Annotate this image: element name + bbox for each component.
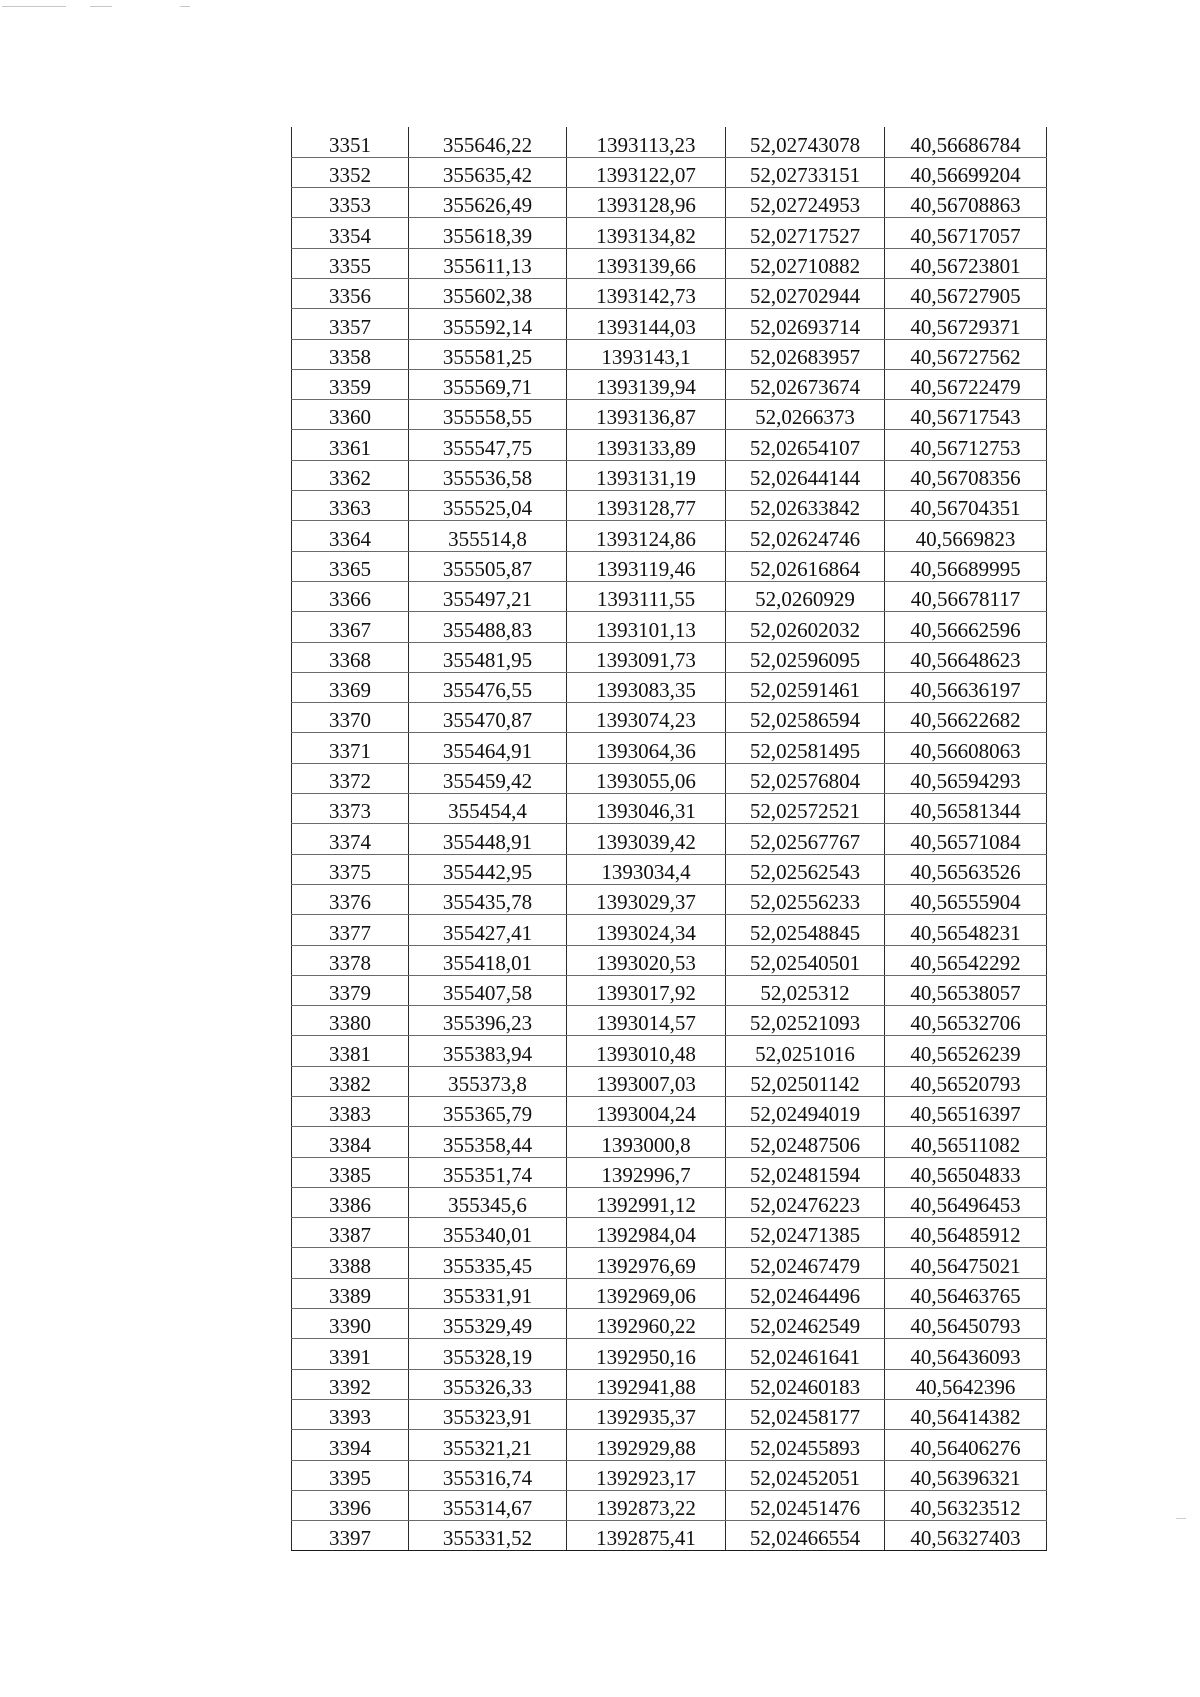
point-number-cell: 3384 xyxy=(292,1127,409,1157)
table-row xyxy=(292,975,1047,1005)
table-row xyxy=(292,369,1047,399)
x-coordinate-cell: 355470,87 xyxy=(409,703,567,733)
latitude-cell: 52,0260929 xyxy=(726,581,885,611)
y-coordinate-cell: 1393128,77 xyxy=(567,491,726,521)
x-coordinate-cell: 355418,01 xyxy=(409,945,567,975)
table-row xyxy=(292,1339,1047,1369)
longitude-cell: 40,56520793 xyxy=(885,1066,1047,1096)
y-coordinate-cell: 1393039,42 xyxy=(567,824,726,854)
x-coordinate-cell: 355558,55 xyxy=(409,400,567,430)
latitude-cell: 52,02452051 xyxy=(726,1460,885,1490)
latitude-cell: 52,02471385 xyxy=(726,1218,885,1248)
point-number-cell: 3353 xyxy=(292,188,409,218)
latitude-cell: 52,02683957 xyxy=(726,339,885,369)
point-number-cell: 3391 xyxy=(292,1339,409,1369)
y-coordinate-cell: 1392996,7 xyxy=(567,1157,726,1187)
y-coordinate-cell: 1393143,1 xyxy=(567,339,726,369)
longitude-cell: 40,56327403 xyxy=(885,1521,1047,1551)
longitude-cell: 40,56542292 xyxy=(885,945,1047,975)
x-coordinate-cell: 355365,79 xyxy=(409,1097,567,1127)
x-coordinate-cell: 355314,67 xyxy=(409,1490,567,1520)
x-coordinate-cell: 355581,25 xyxy=(409,339,567,369)
x-coordinate-cell: 355316,74 xyxy=(409,1460,567,1490)
point-number-cell: 3395 xyxy=(292,1460,409,1490)
latitude-cell: 52,02464496 xyxy=(726,1278,885,1308)
y-coordinate-cell: 1392984,04 xyxy=(567,1218,726,1248)
x-coordinate-cell: 355464,91 xyxy=(409,733,567,763)
point-number-cell: 3370 xyxy=(292,703,409,733)
y-coordinate-cell: 1392873,22 xyxy=(567,1490,726,1520)
y-coordinate-cell: 1393091,73 xyxy=(567,642,726,672)
point-number-cell: 3396 xyxy=(292,1490,409,1520)
point-number-cell: 3365 xyxy=(292,551,409,581)
point-number-cell: 3368 xyxy=(292,642,409,672)
y-coordinate-cell: 1393020,53 xyxy=(567,945,726,975)
latitude-cell: 52,02458177 xyxy=(726,1399,885,1429)
longitude-cell: 40,56699204 xyxy=(885,157,1047,187)
y-coordinate-cell: 1393010,48 xyxy=(567,1036,726,1066)
longitude-cell: 40,56463765 xyxy=(885,1278,1047,1308)
longitude-cell: 40,56722479 xyxy=(885,369,1047,399)
latitude-cell: 52,02724953 xyxy=(726,188,885,218)
x-coordinate-cell: 355459,42 xyxy=(409,763,567,793)
x-coordinate-cell: 355602,38 xyxy=(409,278,567,308)
longitude-cell: 40,56708863 xyxy=(885,188,1047,218)
y-coordinate-cell: 1393029,37 xyxy=(567,884,726,914)
x-coordinate-cell: 355373,8 xyxy=(409,1066,567,1096)
point-number-cell: 3358 xyxy=(292,339,409,369)
latitude-cell: 52,02644144 xyxy=(726,460,885,490)
longitude-cell: 40,56511082 xyxy=(885,1127,1047,1157)
table-row xyxy=(292,915,1047,945)
point-number-cell: 3375 xyxy=(292,854,409,884)
table-row xyxy=(292,1460,1047,1490)
longitude-cell: 40,56555904 xyxy=(885,884,1047,914)
table-row xyxy=(292,157,1047,187)
point-number-cell: 3381 xyxy=(292,1036,409,1066)
x-coordinate-cell: 355396,23 xyxy=(409,1006,567,1036)
longitude-cell: 40,56723801 xyxy=(885,248,1047,278)
point-number-cell: 3352 xyxy=(292,157,409,187)
table-row xyxy=(292,1278,1047,1308)
y-coordinate-cell: 1392950,16 xyxy=(567,1339,726,1369)
table-row xyxy=(292,824,1047,854)
x-coordinate-cell: 355488,83 xyxy=(409,612,567,642)
point-number-cell: 3377 xyxy=(292,915,409,945)
table-row xyxy=(292,248,1047,278)
point-number-cell: 3389 xyxy=(292,1278,409,1308)
longitude-cell: 40,56436093 xyxy=(885,1339,1047,1369)
latitude-cell: 52,02710882 xyxy=(726,248,885,278)
y-coordinate-cell: 1393119,46 xyxy=(567,551,726,581)
point-number-cell: 3382 xyxy=(292,1066,409,1096)
x-coordinate-cell: 355329,49 xyxy=(409,1309,567,1339)
latitude-cell: 52,025312 xyxy=(726,975,885,1005)
point-number-cell: 3360 xyxy=(292,400,409,430)
longitude-cell: 40,56636197 xyxy=(885,672,1047,702)
longitude-cell: 40,56548231 xyxy=(885,915,1047,945)
table-row xyxy=(292,1187,1047,1217)
y-coordinate-cell: 1393142,73 xyxy=(567,278,726,308)
latitude-cell: 52,02581495 xyxy=(726,733,885,763)
latitude-cell: 52,0251016 xyxy=(726,1036,885,1066)
longitude-cell: 40,56485912 xyxy=(885,1218,1047,1248)
longitude-cell: 40,56727562 xyxy=(885,339,1047,369)
table-row xyxy=(292,1006,1047,1036)
longitude-cell: 40,56396321 xyxy=(885,1460,1047,1490)
table-row xyxy=(292,1369,1047,1399)
x-coordinate-cell: 355505,87 xyxy=(409,551,567,581)
y-coordinate-cell: 1393046,31 xyxy=(567,794,726,824)
table-row xyxy=(292,430,1047,460)
longitude-cell: 40,56323512 xyxy=(885,1490,1047,1520)
x-coordinate-cell: 355646,22 xyxy=(409,127,567,157)
latitude-cell: 52,02576804 xyxy=(726,763,885,793)
x-coordinate-cell: 355407,58 xyxy=(409,975,567,1005)
table-row xyxy=(292,733,1047,763)
latitude-cell: 52,02693714 xyxy=(726,309,885,339)
x-coordinate-cell: 355331,91 xyxy=(409,1278,567,1308)
table-row xyxy=(292,460,1047,490)
table-row xyxy=(292,551,1047,581)
y-coordinate-cell: 1392923,17 xyxy=(567,1460,726,1490)
table-row xyxy=(292,1490,1047,1520)
table-row xyxy=(292,884,1047,914)
point-number-cell: 3388 xyxy=(292,1248,409,1278)
point-number-cell: 3361 xyxy=(292,430,409,460)
y-coordinate-cell: 1392991,12 xyxy=(567,1187,726,1217)
table-row xyxy=(292,703,1047,733)
x-coordinate-cell: 355442,95 xyxy=(409,854,567,884)
x-coordinate-cell: 355321,21 xyxy=(409,1430,567,1460)
x-coordinate-cell: 355351,74 xyxy=(409,1157,567,1187)
latitude-cell: 52,02602032 xyxy=(726,612,885,642)
longitude-cell: 40,56729371 xyxy=(885,309,1047,339)
latitude-cell: 52,02462549 xyxy=(726,1309,885,1339)
x-coordinate-cell: 355626,49 xyxy=(409,188,567,218)
longitude-cell: 40,56727905 xyxy=(885,278,1047,308)
longitude-cell: 40,56581344 xyxy=(885,794,1047,824)
y-coordinate-cell: 1393000,8 xyxy=(567,1127,726,1157)
table-row xyxy=(292,945,1047,975)
point-number-cell: 3366 xyxy=(292,581,409,611)
coordinates-table-body xyxy=(292,127,1047,1551)
point-number-cell: 3374 xyxy=(292,824,409,854)
table-row xyxy=(292,1218,1047,1248)
latitude-cell: 52,02467479 xyxy=(726,1248,885,1278)
point-number-cell: 3363 xyxy=(292,491,409,521)
latitude-cell: 52,02487506 xyxy=(726,1127,885,1157)
latitude-cell: 52,02476223 xyxy=(726,1187,885,1217)
x-coordinate-cell: 355611,13 xyxy=(409,248,567,278)
longitude-cell: 40,56516397 xyxy=(885,1097,1047,1127)
latitude-cell: 52,02460183 xyxy=(726,1369,885,1399)
table-row xyxy=(292,642,1047,672)
table-row xyxy=(292,218,1047,248)
longitude-cell: 40,56571084 xyxy=(885,824,1047,854)
latitude-cell: 52,02743078 xyxy=(726,127,885,157)
point-number-cell: 3378 xyxy=(292,945,409,975)
latitude-cell: 52,02481594 xyxy=(726,1157,885,1187)
latitude-cell: 52,02455893 xyxy=(726,1430,885,1460)
latitude-cell: 52,02540501 xyxy=(726,945,885,975)
table-row xyxy=(292,521,1047,551)
latitude-cell: 52,0266373 xyxy=(726,400,885,430)
table-row xyxy=(292,1248,1047,1278)
latitude-cell: 52,02501142 xyxy=(726,1066,885,1096)
latitude-cell: 52,02702944 xyxy=(726,278,885,308)
y-coordinate-cell: 1393111,55 xyxy=(567,581,726,611)
latitude-cell: 52,02596095 xyxy=(726,642,885,672)
y-coordinate-cell: 1393083,35 xyxy=(567,672,726,702)
point-number-cell: 3392 xyxy=(292,1369,409,1399)
y-coordinate-cell: 1393064,36 xyxy=(567,733,726,763)
latitude-cell: 52,02586594 xyxy=(726,703,885,733)
longitude-cell: 40,5669823 xyxy=(885,521,1047,551)
point-number-cell: 3385 xyxy=(292,1157,409,1187)
latitude-cell: 52,02624746 xyxy=(726,521,885,551)
point-number-cell: 3364 xyxy=(292,521,409,551)
latitude-cell: 52,02633842 xyxy=(726,491,885,521)
table-row xyxy=(292,127,1047,157)
x-coordinate-cell: 355618,39 xyxy=(409,218,567,248)
longitude-cell: 40,56526239 xyxy=(885,1036,1047,1066)
point-number-cell: 3359 xyxy=(292,369,409,399)
y-coordinate-cell: 1393004,24 xyxy=(567,1097,726,1127)
y-coordinate-cell: 1393133,89 xyxy=(567,430,726,460)
table-row xyxy=(292,1097,1047,1127)
latitude-cell: 52,02494019 xyxy=(726,1097,885,1127)
point-number-cell: 3354 xyxy=(292,218,409,248)
y-coordinate-cell: 1393007,03 xyxy=(567,1066,726,1096)
table-row xyxy=(292,278,1047,308)
y-coordinate-cell: 1393122,07 xyxy=(567,157,726,187)
x-coordinate-cell: 355326,33 xyxy=(409,1369,567,1399)
longitude-cell: 40,56717543 xyxy=(885,400,1047,430)
x-coordinate-cell: 355547,75 xyxy=(409,430,567,460)
table-row xyxy=(292,794,1047,824)
x-coordinate-cell: 355497,21 xyxy=(409,581,567,611)
table-row xyxy=(292,1430,1047,1460)
table-row xyxy=(292,763,1047,793)
y-coordinate-cell: 1393034,4 xyxy=(567,854,726,884)
x-coordinate-cell: 355635,42 xyxy=(409,157,567,187)
y-coordinate-cell: 1392976,69 xyxy=(567,1248,726,1278)
longitude-cell: 40,56708356 xyxy=(885,460,1047,490)
point-number-cell: 3390 xyxy=(292,1309,409,1339)
longitude-cell: 40,56538057 xyxy=(885,975,1047,1005)
y-coordinate-cell: 1393124,86 xyxy=(567,521,726,551)
longitude-cell: 40,56648623 xyxy=(885,642,1047,672)
y-coordinate-cell: 1393134,82 xyxy=(567,218,726,248)
latitude-cell: 52,02562543 xyxy=(726,854,885,884)
longitude-cell: 40,56608063 xyxy=(885,733,1047,763)
x-coordinate-cell: 355328,19 xyxy=(409,1339,567,1369)
point-number-cell: 3362 xyxy=(292,460,409,490)
table-row xyxy=(292,1036,1047,1066)
point-number-cell: 3357 xyxy=(292,309,409,339)
latitude-cell: 52,02572521 xyxy=(726,794,885,824)
point-number-cell: 3371 xyxy=(292,733,409,763)
x-coordinate-cell: 355448,91 xyxy=(409,824,567,854)
longitude-cell: 40,56662596 xyxy=(885,612,1047,642)
longitude-cell: 40,56504833 xyxy=(885,1157,1047,1187)
point-number-cell: 3376 xyxy=(292,884,409,914)
point-number-cell: 3393 xyxy=(292,1399,409,1429)
table-row xyxy=(292,309,1047,339)
scan-artifact-right xyxy=(1176,1518,1186,1519)
scan-artifact xyxy=(2,6,202,10)
latitude-cell: 52,02654107 xyxy=(726,430,885,460)
y-coordinate-cell: 1392935,37 xyxy=(567,1399,726,1429)
latitude-cell: 52,02616864 xyxy=(726,551,885,581)
point-number-cell: 3356 xyxy=(292,278,409,308)
table-row xyxy=(292,339,1047,369)
x-coordinate-cell: 355592,14 xyxy=(409,309,567,339)
x-coordinate-cell: 355340,01 xyxy=(409,1218,567,1248)
point-number-cell: 3351 xyxy=(292,127,409,157)
table-row xyxy=(292,1127,1047,1157)
y-coordinate-cell: 1392969,06 xyxy=(567,1278,726,1308)
longitude-cell: 40,56594293 xyxy=(885,763,1047,793)
longitude-cell: 40,56414382 xyxy=(885,1399,1047,1429)
table-row xyxy=(292,1066,1047,1096)
table-row xyxy=(292,672,1047,702)
y-coordinate-cell: 1392875,41 xyxy=(567,1521,726,1551)
point-number-cell: 3380 xyxy=(292,1006,409,1036)
point-number-cell: 3367 xyxy=(292,612,409,642)
latitude-cell: 52,02733151 xyxy=(726,157,885,187)
longitude-cell: 40,56450793 xyxy=(885,1309,1047,1339)
latitude-cell: 52,02548845 xyxy=(726,915,885,945)
coordinates-table xyxy=(291,127,1047,1551)
point-number-cell: 3355 xyxy=(292,248,409,278)
x-coordinate-cell: 355476,55 xyxy=(409,672,567,702)
point-number-cell: 3373 xyxy=(292,794,409,824)
table-row xyxy=(292,1521,1047,1551)
latitude-cell: 52,02556233 xyxy=(726,884,885,914)
x-coordinate-cell: 355569,71 xyxy=(409,369,567,399)
point-number-cell: 3383 xyxy=(292,1097,409,1127)
x-coordinate-cell: 355427,41 xyxy=(409,915,567,945)
y-coordinate-cell: 1392929,88 xyxy=(567,1430,726,1460)
y-coordinate-cell: 1393128,96 xyxy=(567,188,726,218)
table-row xyxy=(292,491,1047,521)
longitude-cell: 40,5642396 xyxy=(885,1369,1047,1399)
table-row xyxy=(292,1399,1047,1429)
x-coordinate-cell: 355345,6 xyxy=(409,1187,567,1217)
y-coordinate-cell: 1392960,22 xyxy=(567,1309,726,1339)
x-coordinate-cell: 355358,44 xyxy=(409,1127,567,1157)
point-number-cell: 3387 xyxy=(292,1218,409,1248)
longitude-cell: 40,56712753 xyxy=(885,430,1047,460)
y-coordinate-cell: 1393101,13 xyxy=(567,612,726,642)
table-row xyxy=(292,1157,1047,1187)
point-number-cell: 3386 xyxy=(292,1187,409,1217)
longitude-cell: 40,56563526 xyxy=(885,854,1047,884)
x-coordinate-cell: 355323,91 xyxy=(409,1399,567,1429)
x-coordinate-cell: 355435,78 xyxy=(409,884,567,914)
point-number-cell: 3397 xyxy=(292,1521,409,1551)
y-coordinate-cell: 1393024,34 xyxy=(567,915,726,945)
latitude-cell: 52,02567767 xyxy=(726,824,885,854)
y-coordinate-cell: 1393136,87 xyxy=(567,400,726,430)
y-coordinate-cell: 1393139,94 xyxy=(567,369,726,399)
longitude-cell: 40,56475021 xyxy=(885,1248,1047,1278)
latitude-cell: 52,02466554 xyxy=(726,1521,885,1551)
longitude-cell: 40,56686784 xyxy=(885,127,1047,157)
y-coordinate-cell: 1393131,19 xyxy=(567,460,726,490)
y-coordinate-cell: 1392941,88 xyxy=(567,1369,726,1399)
table-row xyxy=(292,1309,1047,1339)
y-coordinate-cell: 1393055,06 xyxy=(567,763,726,793)
table-row xyxy=(292,612,1047,642)
x-coordinate-cell: 355514,8 xyxy=(409,521,567,551)
latitude-cell: 52,02461641 xyxy=(726,1339,885,1369)
y-coordinate-cell: 1393144,03 xyxy=(567,309,726,339)
table-row xyxy=(292,581,1047,611)
latitude-cell: 52,02591461 xyxy=(726,672,885,702)
table-row xyxy=(292,854,1047,884)
latitude-cell: 52,02451476 xyxy=(726,1490,885,1520)
y-coordinate-cell: 1393113,23 xyxy=(567,127,726,157)
longitude-cell: 40,56532706 xyxy=(885,1006,1047,1036)
point-number-cell: 3394 xyxy=(292,1430,409,1460)
point-number-cell: 3369 xyxy=(292,672,409,702)
longitude-cell: 40,56496453 xyxy=(885,1187,1047,1217)
latitude-cell: 52,02521093 xyxy=(726,1006,885,1036)
x-coordinate-cell: 355331,52 xyxy=(409,1521,567,1551)
y-coordinate-cell: 1393139,66 xyxy=(567,248,726,278)
table-row xyxy=(292,188,1047,218)
point-number-cell: 3372 xyxy=(292,763,409,793)
latitude-cell: 52,02673674 xyxy=(726,369,885,399)
point-number-cell: 3379 xyxy=(292,975,409,1005)
latitude-cell: 52,02717527 xyxy=(726,218,885,248)
y-coordinate-cell: 1393014,57 xyxy=(567,1006,726,1036)
x-coordinate-cell: 355525,04 xyxy=(409,491,567,521)
longitude-cell: 40,56717057 xyxy=(885,218,1047,248)
y-coordinate-cell: 1393074,23 xyxy=(567,703,726,733)
table-row xyxy=(292,400,1047,430)
x-coordinate-cell: 355335,45 xyxy=(409,1248,567,1278)
longitude-cell: 40,56704351 xyxy=(885,491,1047,521)
longitude-cell: 40,56406276 xyxy=(885,1430,1047,1460)
x-coordinate-cell: 355383,94 xyxy=(409,1036,567,1066)
x-coordinate-cell: 355536,58 xyxy=(409,460,567,490)
x-coordinate-cell: 355454,4 xyxy=(409,794,567,824)
longitude-cell: 40,56622682 xyxy=(885,703,1047,733)
longitude-cell: 40,56689995 xyxy=(885,551,1047,581)
x-coordinate-cell: 355481,95 xyxy=(409,642,567,672)
longitude-cell: 40,56678117 xyxy=(885,581,1047,611)
y-coordinate-cell: 1393017,92 xyxy=(567,975,726,1005)
